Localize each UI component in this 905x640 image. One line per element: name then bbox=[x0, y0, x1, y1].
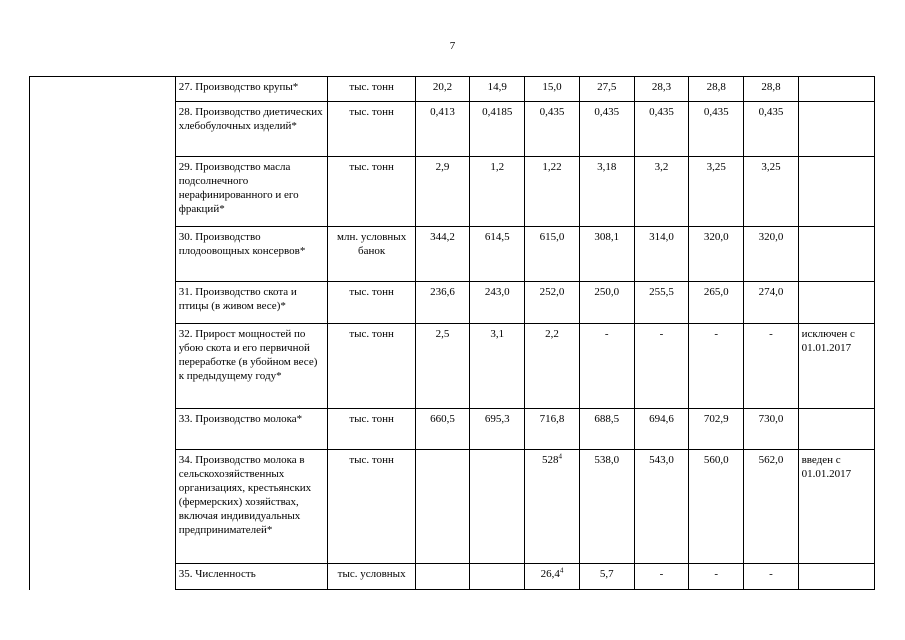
value-text: 15,0 bbox=[542, 81, 562, 93]
indicator-name-cell: 28. Производство диетических хлебобулочных изделий* bbox=[175, 102, 328, 157]
value-text: 314,0 bbox=[649, 231, 674, 243]
indicator-name-cell: 32. Прирост мощностей по убою скота и его первичной переработке (в убойном весе) к предыдущему году* bbox=[175, 324, 328, 409]
footnote-mark: 4 bbox=[559, 566, 564, 575]
value-text: 20,2 bbox=[432, 81, 453, 93]
value-cell bbox=[744, 564, 798, 590]
value-text: 0,435 bbox=[758, 106, 784, 118]
value-cell bbox=[470, 77, 525, 102]
value-cell bbox=[579, 324, 634, 409]
value-cell bbox=[525, 324, 579, 409]
indicator-name-cell: 33. Производство молока* bbox=[175, 409, 328, 450]
note-cell: введен с 01.01.2017 bbox=[798, 450, 874, 564]
value-cell bbox=[470, 157, 525, 227]
value-cell bbox=[744, 102, 798, 157]
value-cell bbox=[579, 102, 634, 157]
empty-first-column-cell bbox=[30, 77, 176, 590]
note-cell: исключен с 01.01.2017 bbox=[798, 324, 874, 409]
value-cell bbox=[415, 282, 469, 324]
value-text: 0,413 bbox=[430, 106, 455, 118]
value-cell bbox=[744, 157, 798, 227]
value-text: 2,2 bbox=[545, 328, 559, 340]
value-text: 308,1 bbox=[594, 231, 620, 243]
value-text: 1,22 bbox=[542, 161, 562, 173]
note-cell bbox=[798, 409, 874, 450]
value-cell bbox=[415, 564, 469, 590]
note-cell bbox=[798, 77, 874, 102]
value-cell bbox=[579, 564, 634, 590]
value-cell bbox=[525, 409, 579, 450]
value-text: 730,0 bbox=[758, 413, 784, 425]
value-text: 28,8 bbox=[761, 81, 781, 93]
unit-cell: тыс. тонн bbox=[328, 102, 415, 157]
indicator-name-cell: 31. Производство скота и птицы (в живом весе)* bbox=[175, 282, 328, 324]
value-cell bbox=[525, 564, 579, 590]
value-text: - bbox=[769, 328, 773, 340]
value-cell bbox=[689, 409, 744, 450]
value-text: - bbox=[769, 568, 773, 580]
value-cell bbox=[744, 77, 798, 102]
value-text: 3,25 bbox=[761, 161, 781, 173]
value-text: 320,0 bbox=[703, 231, 729, 243]
value-text: 716,8 bbox=[539, 413, 565, 425]
value-text: 538,0 bbox=[594, 454, 620, 466]
value-text: 543,0 bbox=[649, 454, 674, 466]
note-cell bbox=[798, 157, 874, 227]
footnote-mark: 4 bbox=[558, 452, 562, 461]
table-row bbox=[30, 77, 875, 102]
value-text: 694,6 bbox=[649, 413, 674, 425]
value-cell bbox=[525, 450, 579, 564]
value-text: 0,435 bbox=[594, 106, 620, 118]
value-text: 3,1 bbox=[490, 328, 505, 340]
value-text: 5,7 bbox=[599, 568, 614, 580]
value-text: 344,2 bbox=[430, 231, 455, 243]
unit-cell: тыс. тонн bbox=[328, 282, 415, 324]
value-text: 27,5 bbox=[597, 81, 617, 93]
value-cell bbox=[415, 450, 469, 564]
value-text: 252,0 bbox=[539, 286, 565, 298]
value-text: 0,435 bbox=[703, 106, 729, 118]
unit-cell: тыс. тонн bbox=[328, 77, 415, 102]
value-cell bbox=[634, 282, 688, 324]
value-cell bbox=[415, 324, 469, 409]
value-text: 26,4 bbox=[540, 568, 560, 580]
value-cell bbox=[689, 324, 744, 409]
value-cell bbox=[525, 77, 579, 102]
value-text: 0,435 bbox=[649, 106, 674, 118]
value-text: 14,9 bbox=[487, 81, 507, 93]
value-text: 28,8 bbox=[706, 81, 726, 93]
value-cell bbox=[415, 227, 469, 282]
value-cell bbox=[634, 450, 688, 564]
value-text: 236,6 bbox=[430, 286, 455, 298]
value-cell bbox=[470, 564, 525, 590]
indicator-name-cell: 27. Производство крупы* bbox=[175, 77, 328, 102]
value-cell bbox=[525, 282, 579, 324]
value-text: 562,0 bbox=[758, 454, 784, 466]
note-cell bbox=[798, 227, 874, 282]
value-cell bbox=[470, 409, 525, 450]
value-text: 688,5 bbox=[594, 413, 620, 425]
value-cell bbox=[744, 282, 798, 324]
value-cell bbox=[579, 450, 634, 564]
value-cell bbox=[525, 227, 579, 282]
unit-cell: тыс. условных bbox=[328, 564, 415, 590]
value-cell bbox=[689, 157, 744, 227]
value-cell bbox=[689, 564, 744, 590]
value-cell bbox=[744, 324, 798, 409]
value-cell bbox=[689, 282, 744, 324]
value-text: 560,0 bbox=[703, 454, 729, 466]
value-cell bbox=[634, 77, 688, 102]
indicators-table bbox=[29, 76, 875, 590]
indicator-name-cell: 29. Производство масла подсолнечного нерафинированного и его фракций* bbox=[175, 157, 328, 227]
value-text: 250,0 bbox=[594, 286, 620, 298]
note-cell bbox=[798, 564, 874, 590]
value-cell bbox=[470, 227, 525, 282]
note-cell bbox=[798, 282, 874, 324]
value-text: 2,5 bbox=[435, 328, 450, 340]
value-cell bbox=[470, 282, 525, 324]
value-text: 0,4185 bbox=[482, 106, 513, 118]
value-cell bbox=[470, 324, 525, 409]
value-text: 255,5 bbox=[649, 286, 674, 298]
value-cell bbox=[525, 157, 579, 227]
value-cell bbox=[579, 409, 634, 450]
value-cell bbox=[415, 77, 469, 102]
value-text: 1,2 bbox=[490, 161, 505, 173]
value-text: 614,5 bbox=[484, 231, 510, 243]
value-cell bbox=[470, 450, 525, 564]
unit-cell: млн. условных банок bbox=[328, 227, 415, 282]
value-text: 3,25 bbox=[706, 161, 726, 173]
indicator-name-cell: 34. Производство молока в сельскохозяйственных организациях, крестьянских (фермерских) хозяйствах, включая индивидуальных предпринимателей* bbox=[175, 450, 328, 564]
value-cell bbox=[689, 227, 744, 282]
value-cell bbox=[744, 450, 798, 564]
value-text: - bbox=[659, 568, 664, 580]
value-cell bbox=[579, 77, 634, 102]
value-cell bbox=[415, 409, 469, 450]
unit-cell: тыс. тонн bbox=[328, 450, 415, 564]
value-text: 28,3 bbox=[651, 81, 672, 93]
page-number: 7 bbox=[449, 40, 456, 52]
value-text: 695,3 bbox=[484, 413, 510, 425]
value-cell bbox=[634, 564, 688, 590]
indicator-name-cell: 30. Производство плодоовощных консервов* bbox=[175, 227, 328, 282]
value-cell bbox=[525, 102, 579, 157]
value-cell bbox=[470, 102, 525, 157]
value-cell bbox=[634, 409, 688, 450]
value-text: 243,0 bbox=[484, 286, 510, 298]
value-cell bbox=[689, 77, 744, 102]
value-text: 660,5 bbox=[430, 413, 455, 425]
value-text: 265,0 bbox=[703, 286, 729, 298]
value-cell bbox=[634, 227, 688, 282]
value-text: 320,0 bbox=[758, 231, 784, 243]
value-cell bbox=[744, 409, 798, 450]
value-text: 702,9 bbox=[703, 413, 729, 425]
unit-cell: тыс. тонн bbox=[328, 324, 415, 409]
value-text: 2,9 bbox=[435, 161, 450, 173]
value-cell bbox=[689, 102, 744, 157]
indicator-name-cell: 35. Численность bbox=[175, 564, 328, 590]
value-cell bbox=[579, 157, 634, 227]
value-cell bbox=[415, 157, 469, 227]
value-cell bbox=[634, 324, 688, 409]
note-cell bbox=[798, 102, 874, 157]
value-text: 615,0 bbox=[539, 231, 565, 243]
value-cell bbox=[634, 102, 688, 157]
value-text: 0,435 bbox=[539, 106, 565, 118]
unit-cell: тыс. тонн bbox=[328, 409, 415, 450]
value-text: - bbox=[659, 328, 664, 340]
value-text: - bbox=[714, 568, 719, 580]
value-text: 3,2 bbox=[654, 161, 669, 173]
value-cell bbox=[634, 157, 688, 227]
value-text: 528 bbox=[541, 454, 559, 466]
value-cell bbox=[744, 227, 798, 282]
value-cell bbox=[579, 227, 634, 282]
value-text: 3,18 bbox=[597, 161, 617, 173]
value-cell bbox=[415, 102, 469, 157]
value-text: 274,0 bbox=[758, 286, 784, 298]
value-cell bbox=[579, 282, 634, 324]
unit-cell: тыс. тонн bbox=[328, 157, 415, 227]
value-cell bbox=[689, 450, 744, 564]
value-text: - bbox=[604, 328, 609, 340]
value-text: - bbox=[714, 328, 719, 340]
